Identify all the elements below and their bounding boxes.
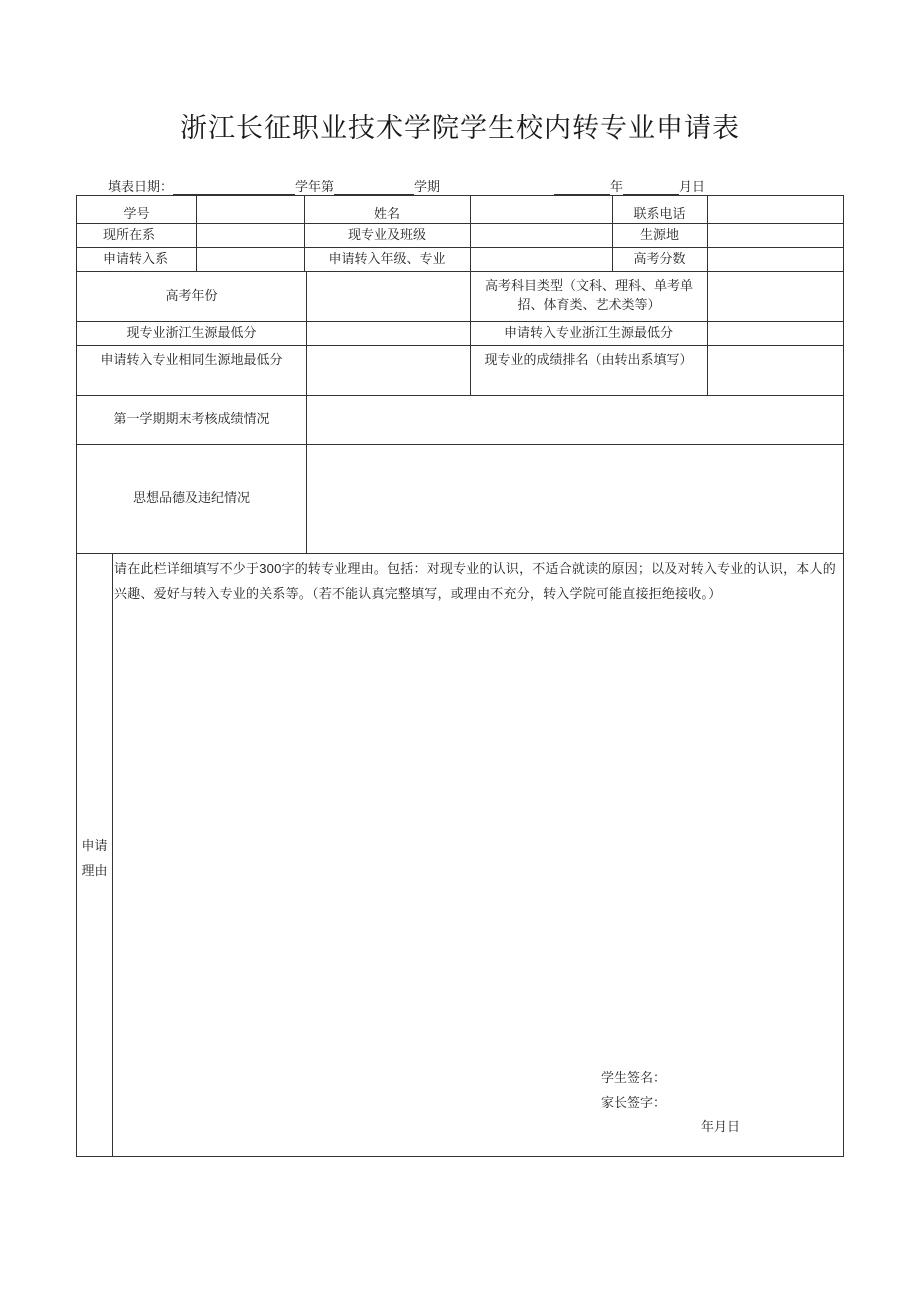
current-major-min-score-label: 现专业浙江生源最低分: [126, 325, 257, 341]
reason-label-line2: 理由: [81, 864, 108, 879]
current-major-class-label: 现专业及班级: [347, 227, 426, 243]
current-rank-label: 现专业的成绩排名（由转出系填写）: [484, 352, 693, 368]
origin-field[interactable]: [707, 223, 843, 247]
date-label: 填表日期：: [108, 180, 174, 195]
reason-field[interactable]: [113, 608, 841, 1068]
first-term-results-label: 第一学期期末考核成绩情况: [113, 412, 270, 427]
conduct-label: 思想品德及违纪情况: [132, 491, 250, 506]
phone-label: 联系电话: [633, 207, 686, 222]
term-blank[interactable]: [334, 182, 414, 195]
name-label: 姓名: [373, 207, 400, 222]
origin-label: 生源地: [639, 227, 679, 243]
target-dept-label: 申请转入系: [103, 251, 169, 267]
fill-ymd-line: [554, 176, 705, 195]
signature-date-label: 年月日: [701, 1120, 741, 1135]
phone-field[interactable]: [707, 196, 843, 223]
target-grade-major-label: 申请转入年级、专业: [328, 251, 446, 267]
current-dept-label: 现所在系: [103, 227, 156, 243]
current-major-min-score-field[interactable]: [306, 321, 470, 345]
name-field[interactable]: [470, 196, 612, 223]
student-signature-label: 学生签名：: [601, 1071, 667, 1086]
target-dept-field[interactable]: [196, 247, 304, 271]
fill-date-line: [108, 176, 440, 195]
target-grade-major-field[interactable]: [470, 247, 612, 271]
exam-score-label: 高考分数: [633, 251, 686, 267]
current-rank-field[interactable]: [707, 345, 843, 395]
exam-year-field[interactable]: [306, 271, 470, 321]
target-same-origin-min-field[interactable]: [306, 345, 470, 395]
month-day-label: 月日: [679, 180, 706, 195]
date-blank[interactable]: [173, 182, 295, 195]
year-label: 学年第: [295, 180, 335, 195]
reason-instruction: [114, 556, 840, 607]
reason-label: [77, 834, 112, 884]
exam-score-field[interactable]: [707, 247, 843, 271]
current-dept-field[interactable]: [196, 223, 304, 247]
target-same-origin-min-label: 申请转入专业相同生源地最低分: [100, 352, 283, 368]
exam-subject-type-label: 高考科目类型（文科、理科、单考单招、体育类、艺术类等）: [484, 279, 693, 313]
exam-subject-type-field[interactable]: [707, 271, 843, 321]
student-id-field[interactable]: [196, 196, 304, 223]
term-label: 学期: [414, 180, 441, 195]
first-term-results-field[interactable]: [306, 395, 843, 444]
student-id-label: 学号: [123, 207, 150, 222]
target-major-min-score-label: 申请转入专业浙江生源最低分: [503, 325, 673, 341]
parent-signature-label: 家长签字：: [601, 1096, 667, 1111]
form-title: 浙江长征职业技术学院学生校内转专业申请表: [180, 113, 740, 144]
exam-year-label: 高考年份: [165, 288, 218, 304]
year-suffix: 年: [610, 180, 624, 195]
year-blank[interactable]: [554, 182, 610, 195]
current-major-class-field[interactable]: [470, 223, 612, 247]
conduct-field[interactable]: [306, 444, 843, 553]
reason-instruction-pre: 请在此栏详细填写不少于: [114, 562, 260, 577]
reason-label-line1: 申请: [81, 839, 108, 854]
reason-instruction-post: 字的转专业理由。包括：对现专业的认识，不适合就读的原因；以及对转入专业的认识，本人的兴趣、爱好与转入专业的关系等。（若不能认真完整填写，或理由不充分，转入学院可能直接拒绝接收。）: [114, 562, 836, 602]
application-table: [76, 195, 844, 1157]
month-blank[interactable]: [623, 182, 679, 195]
reason-instruction-num: 300: [259, 561, 282, 576]
target-major-min-score-field[interactable]: [707, 321, 843, 345]
